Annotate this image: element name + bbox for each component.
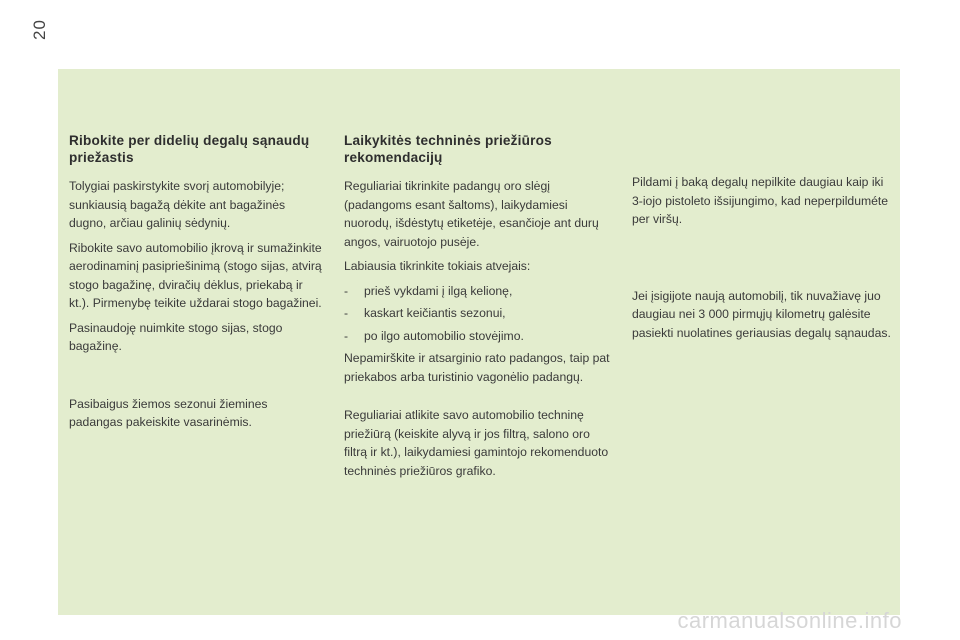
bullet-dash: - [344, 328, 349, 343]
list-item-text: po ilgo automobilio stovėjimo. [364, 328, 524, 343]
column-fuel [632, 173, 897, 348]
paragraph-tyre-pressure: Reguliariai tikrinkite padangų oro slėgį (padangoms esant šaltoms), laikydamiesi nuorodų, išdėstytų etiketėje, esančioje ant durų angos, vairuotojo pusėje. [344, 179, 599, 249]
bullet-dash: - [344, 283, 349, 298]
bullet-dash: - [344, 306, 349, 320]
paragraph-service-schedule: Reguliariai atlikite savo automobilio techninę priežiūrą (keiskite alyvą ir jos filtrą, salono oro filtrą ir kt.), laikydamiesi gamintojo rekomenduoto techninės priežiūros grafiko. [344, 408, 609, 478]
list-item [344, 304, 614, 323]
list-item-text: prieš vykdami į ilgą kelionę, [364, 283, 513, 298]
list-item [344, 282, 614, 301]
column-weight-tips [69, 132, 324, 438]
paragraph-check-when: Labiausia tikrinkite tokiais atvejais: [344, 259, 531, 273]
paragraph-winter-tyres: Pasibaigus žiemos sezonui žiemines padangas pakeiskite vasarinėmis. [69, 396, 268, 429]
paragraph-weight-distribution: Tolygiai paskirstykite svorį automobilyje; sunkiausią bagažą dėkite ant bagažinės dugno, arčiau galinių sėdynių. [69, 179, 286, 230]
paragraph-new-car: Jei įsigijote naują automobilį, tik nuvažiavę juo daugiau nei 3 000 pirmųjų kilometrų galėsite pasiekti nuolatines geriausias degalų sąnaudas. [632, 288, 891, 340]
paragraph-spare-tyre: Nepamirškite ir atsarginio rato padangos, taip pat priekabos arba turistinio vagonėlio padangų. [344, 351, 610, 384]
column-maintenance [344, 132, 614, 486]
page-number: 20 [30, 19, 49, 40]
paragraph-aerodynamics: Ribokite savo automobilio įkrovą ir sumažinkite aerodinaminį pasipriešinimą (stogo sijas, atvirą stogo bagažinę, dviračių dėklus, priekabą ir kt.). Pirmenybę teikite uždarai stogo bagažinei. [69, 240, 322, 310]
list-item-text: kaskart keičiantis sezonui, [364, 306, 506, 320]
heading-maintenance: Laikykitės techninės priežiūros rekomendacijų [344, 133, 552, 165]
heading-reduce-consumption: Ribokite per didelių degalų sąnaudų priežastis [69, 133, 310, 165]
check-list [344, 282, 614, 346]
paragraph-refuelling: Pildami į baką degalų nepilkite daugiau kaip iki 3-iojo pistoleto išsijungimo, kad neperpilduméte per viršų. [632, 175, 889, 226]
list-item [344, 327, 614, 346]
paragraph-remove-roof-bars: Pasinaudoję nuimkite stogo sijas, stogo bagažinę. [69, 320, 283, 353]
watermark: carmanualsonline.info [677, 608, 902, 633]
